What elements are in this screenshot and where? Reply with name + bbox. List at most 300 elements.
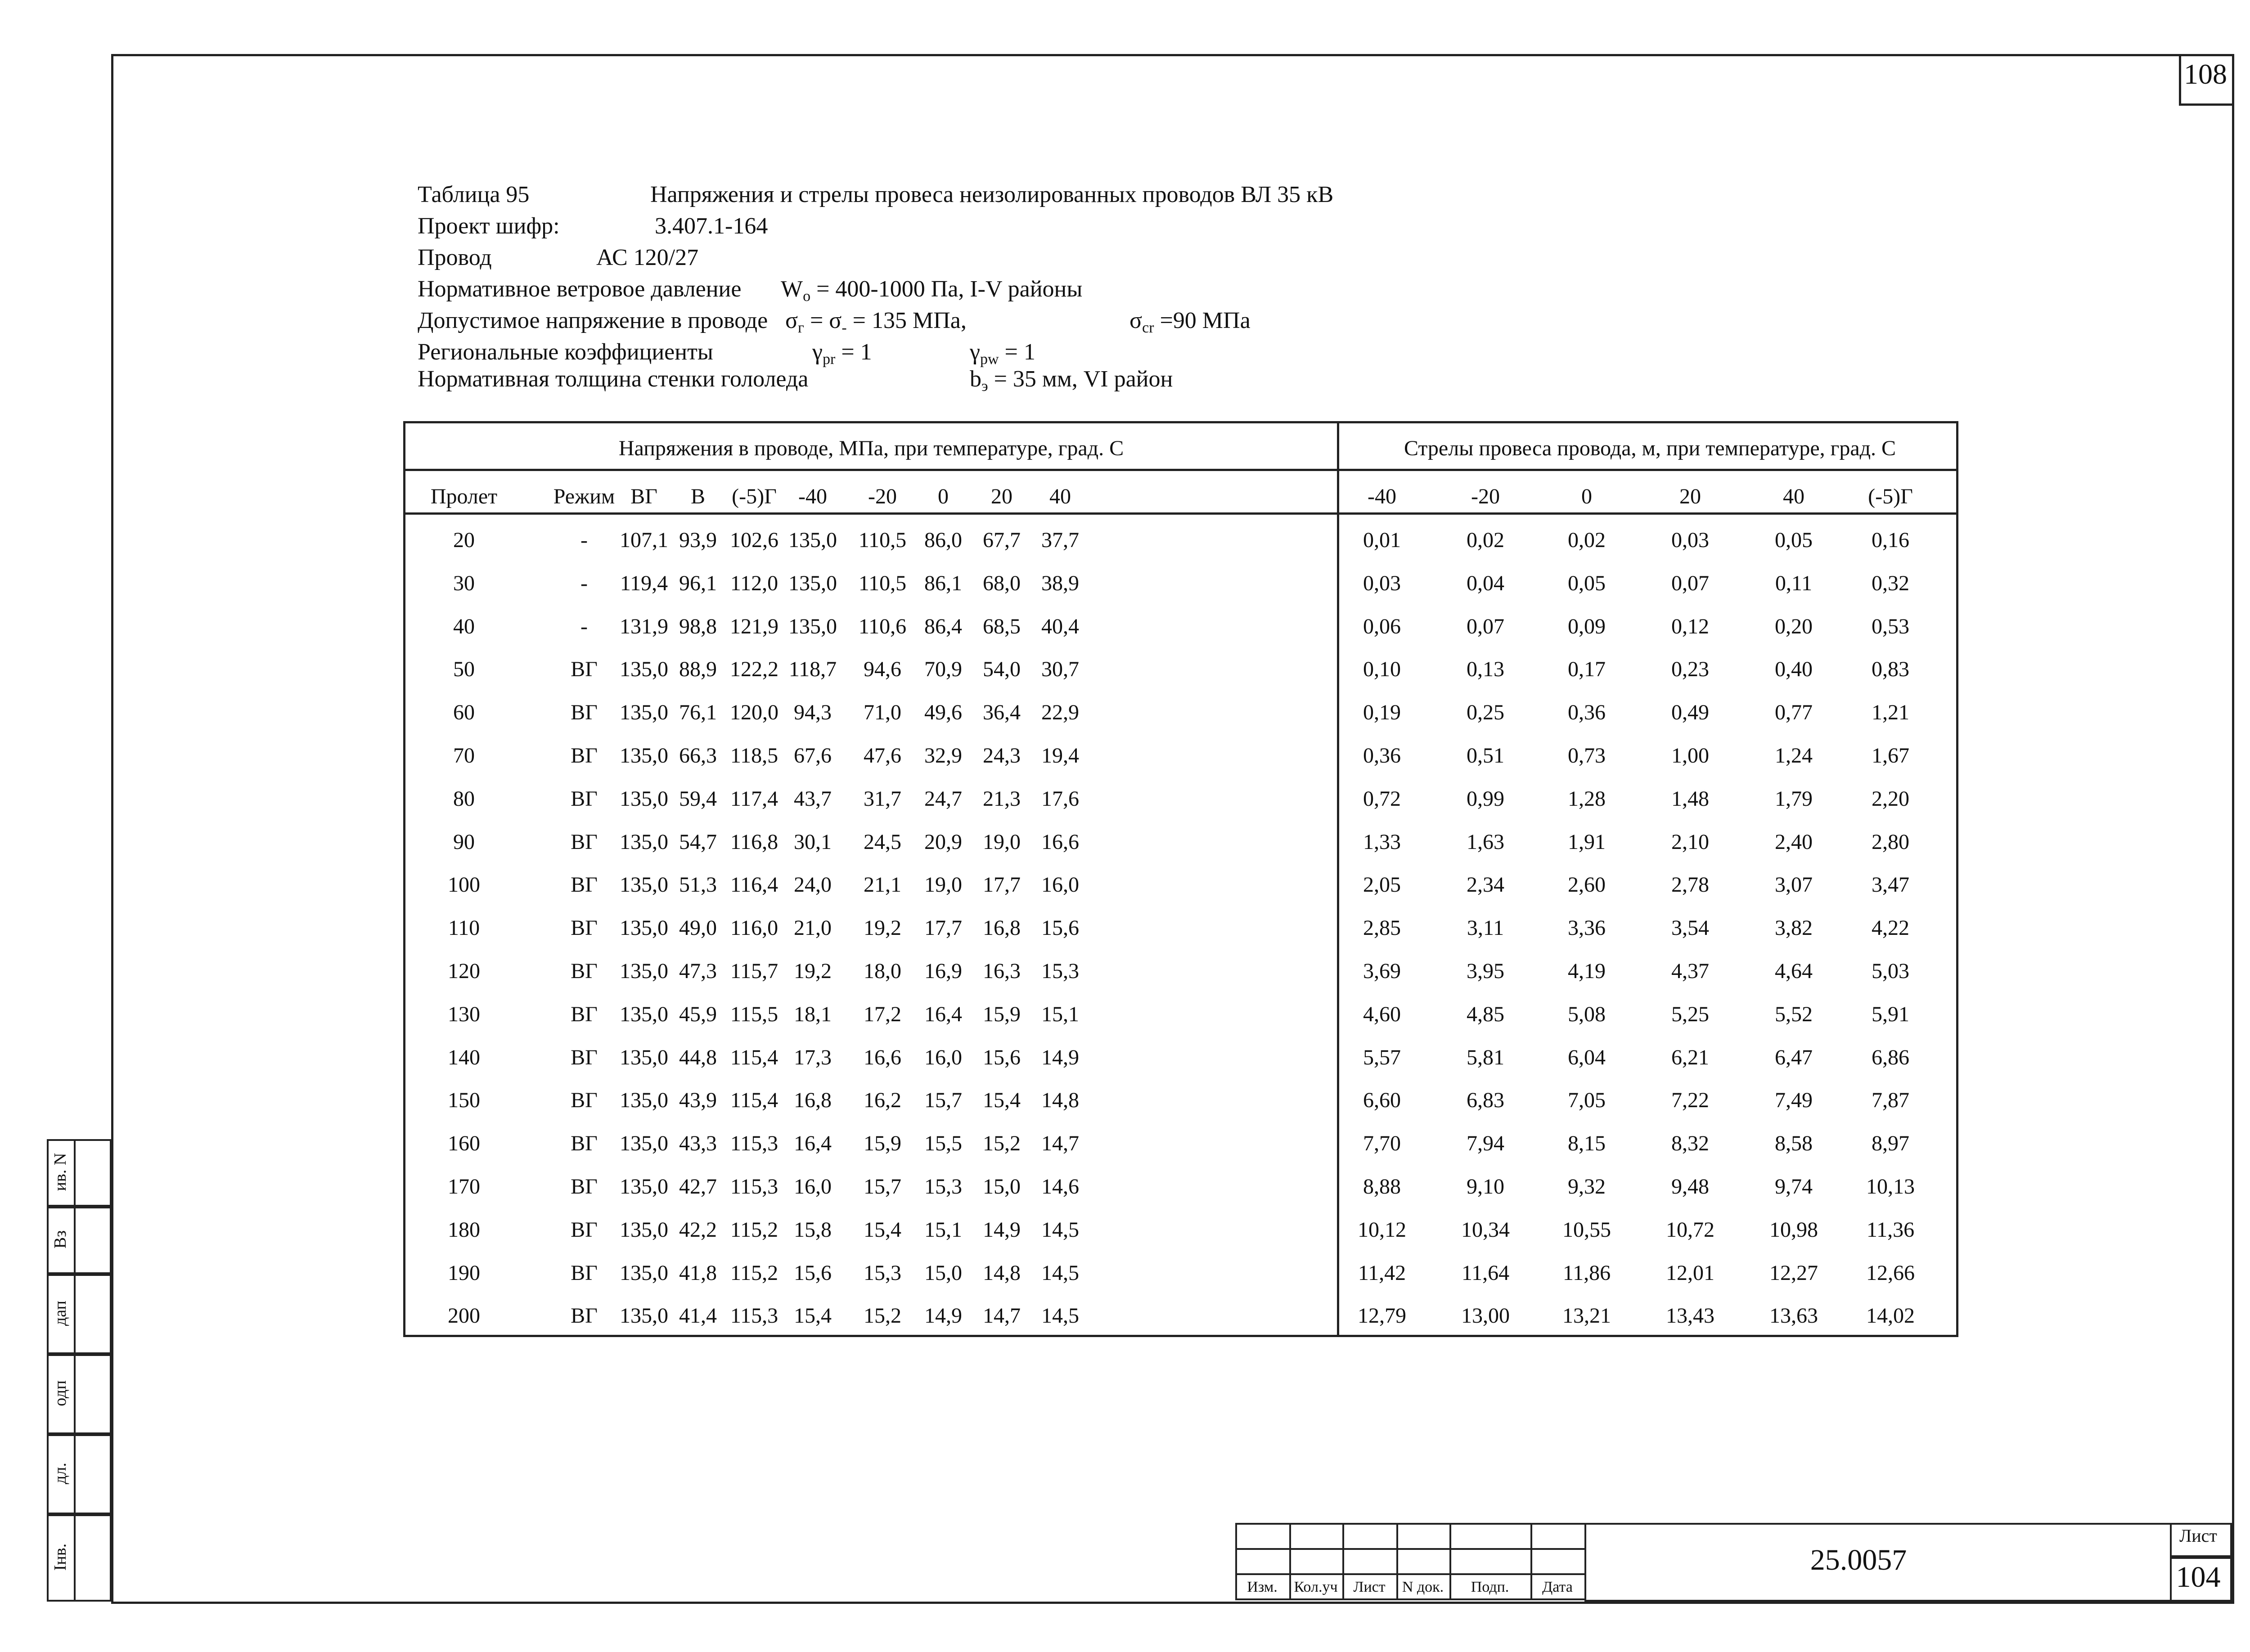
table-cell: 19,2 bbox=[794, 959, 832, 983]
table-cell: 11,64 bbox=[1461, 1261, 1510, 1285]
table-cell: 1,79 bbox=[1775, 786, 1813, 811]
title-block-cell bbox=[1289, 1523, 1344, 1550]
title-block-main bbox=[1584, 1523, 2232, 1602]
table-cell: 11,42 bbox=[1358, 1261, 1406, 1285]
table-cell: 6,21 bbox=[1671, 1045, 1709, 1069]
table-cell: 135,0 bbox=[620, 786, 668, 811]
stress-limit: = 135 МПа, bbox=[846, 308, 967, 333]
table-cell: 15,4 bbox=[864, 1217, 901, 1242]
stamp-label: дл. bbox=[51, 1463, 70, 1484]
table-cell: 15,3 bbox=[864, 1261, 901, 1285]
table-cell: 7,70 bbox=[1363, 1131, 1401, 1156]
title-block-cell bbox=[1342, 1523, 1398, 1550]
sigma-equals: = σ bbox=[804, 308, 842, 333]
table-cell: 0,05 bbox=[1775, 528, 1813, 552]
table-cell: 135,0 bbox=[620, 1088, 668, 1113]
table-cell: ВГ bbox=[571, 700, 598, 725]
table-cell: 17,6 bbox=[1041, 786, 1079, 811]
gamma-pr-subscript: pr bbox=[822, 351, 836, 368]
table-cell: 0,11 bbox=[1775, 571, 1813, 595]
table-cell: 135,0 bbox=[620, 916, 668, 940]
table-cell: 4,19 bbox=[1568, 959, 1606, 983]
table-cell: 51,3 bbox=[679, 873, 717, 897]
table-cell: ВГ bbox=[571, 1088, 598, 1113]
table-cell: 10,98 bbox=[1769, 1217, 1818, 1242]
table-cell: 1,33 bbox=[1363, 830, 1401, 854]
wind-subscript: o bbox=[803, 288, 811, 305]
page-number: 108 bbox=[2184, 58, 2227, 90]
table-cell: ВГ bbox=[571, 1261, 598, 1285]
stamp-field bbox=[74, 1434, 112, 1514]
table-cell: 93,9 bbox=[679, 528, 717, 552]
table-cell: 24,3 bbox=[983, 744, 1021, 768]
coef-label: Региональные коэффициенты bbox=[418, 339, 713, 365]
table-cell: 14,9 bbox=[924, 1304, 962, 1328]
gamma-pw-subscript: pw bbox=[980, 351, 999, 368]
title-block-cell bbox=[1530, 1548, 1586, 1575]
table-cell: 71,0 bbox=[864, 700, 901, 725]
title-block-label: Изм. bbox=[1247, 1579, 1278, 1595]
table-cell: 16,9 bbox=[924, 959, 962, 983]
row-span-cell: 20 bbox=[453, 528, 475, 552]
table-cell: 88,9 bbox=[679, 657, 717, 682]
table-cell: 115,5 bbox=[730, 1002, 778, 1026]
table-cell: 8,15 bbox=[1568, 1131, 1606, 1156]
table-cell: 135,0 bbox=[620, 873, 668, 897]
table-cell: 0,10 bbox=[1363, 657, 1401, 682]
side-stamp bbox=[47, 1139, 112, 1602]
column-header: 0 bbox=[938, 485, 949, 508]
table-cell: 9,32 bbox=[1568, 1175, 1606, 1199]
table-cell: 18,1 bbox=[794, 1002, 832, 1026]
title-block-cell bbox=[1396, 1523, 1451, 1550]
table-cell: 115,2 bbox=[730, 1217, 778, 1242]
stamp-field bbox=[74, 1274, 112, 1354]
row-span-cell: 60 bbox=[453, 700, 475, 725]
table-cell: 44,8 bbox=[679, 1045, 717, 1069]
table-cell: 4,85 bbox=[1467, 1002, 1504, 1026]
table-cell: 13,00 bbox=[1461, 1304, 1510, 1328]
table-cell: 4,60 bbox=[1363, 1002, 1401, 1026]
table-cell: 21,1 bbox=[864, 873, 901, 897]
table-cell: 2,05 bbox=[1363, 873, 1401, 897]
row-span-cell: 80 bbox=[453, 786, 475, 811]
table-cell: 45,9 bbox=[679, 1002, 717, 1026]
table-cell: 15,1 bbox=[924, 1217, 962, 1242]
table-cell: 14,9 bbox=[983, 1217, 1021, 1242]
stamp-field bbox=[74, 1514, 112, 1602]
table-cell: 3,11 bbox=[1467, 916, 1504, 940]
table-cell: 68,5 bbox=[983, 614, 1021, 638]
table-cell: 13,43 bbox=[1666, 1304, 1714, 1328]
table-cell: 135,0 bbox=[620, 700, 668, 725]
table-cell: 43,9 bbox=[679, 1088, 717, 1113]
column-header: -40 bbox=[1368, 485, 1396, 508]
table-cell: 43,3 bbox=[679, 1131, 717, 1156]
title-block-label: Дата bbox=[1542, 1579, 1573, 1595]
table-cell: 1,00 bbox=[1671, 744, 1709, 768]
title-block-label: Лист bbox=[1353, 1579, 1386, 1595]
table-cell: 41,4 bbox=[679, 1304, 717, 1328]
table-cell: 0,07 bbox=[1671, 571, 1709, 595]
table-cell: 110,5 bbox=[858, 571, 907, 595]
table-cell: 42,7 bbox=[679, 1175, 717, 1199]
sigma-subscript-2: - bbox=[842, 319, 847, 336]
table-cell: 0,53 bbox=[1872, 614, 1909, 638]
table-cell: 41,8 bbox=[679, 1261, 717, 1285]
table-cell: ВГ bbox=[571, 1002, 598, 1026]
table-cell: 0,23 bbox=[1671, 657, 1709, 682]
table-cell: 6,86 bbox=[1872, 1045, 1909, 1069]
table-cell: 24,7 bbox=[924, 786, 962, 811]
column-header: Режим bbox=[553, 485, 615, 508]
table-cell: ВГ bbox=[571, 1175, 598, 1199]
table-cell: 9,74 bbox=[1775, 1175, 1813, 1199]
table-cell: 9,10 bbox=[1467, 1175, 1504, 1199]
table-cell: 135,0 bbox=[788, 614, 837, 638]
table-cell: 14,5 bbox=[1041, 1261, 1079, 1285]
table-cell: 110,6 bbox=[858, 614, 907, 638]
title-block-label: N док. bbox=[1402, 1579, 1444, 1595]
table-cell: 96,1 bbox=[679, 571, 717, 595]
column-header: -20 bbox=[868, 485, 897, 508]
table-cell: 59,4 bbox=[679, 786, 717, 811]
row-span-cell: 120 bbox=[448, 959, 480, 983]
table-cell: 135,0 bbox=[620, 959, 668, 983]
table-cell: 0,05 bbox=[1568, 571, 1606, 595]
table-cell: 0,13 bbox=[1467, 657, 1504, 682]
row-span-cell: 110 bbox=[448, 916, 480, 940]
title-block-cell bbox=[1396, 1548, 1451, 1575]
table-cell: 7,05 bbox=[1568, 1088, 1606, 1113]
table-cell: 135,0 bbox=[620, 1175, 668, 1199]
table-cell: 70,9 bbox=[924, 657, 962, 682]
table-cell: 7,22 bbox=[1671, 1088, 1709, 1113]
gamma-pw-symbol: γ bbox=[970, 339, 980, 365]
table-cell: 6,83 bbox=[1467, 1088, 1504, 1113]
table-cell: 0,16 bbox=[1872, 528, 1909, 552]
table-cell: - bbox=[580, 614, 588, 638]
table-cell: 135,0 bbox=[620, 1002, 668, 1026]
table-cell: 1,48 bbox=[1671, 786, 1709, 811]
table-cell: 16,0 bbox=[1041, 873, 1079, 897]
document-code: 25.0057 bbox=[1810, 1544, 1907, 1576]
table-cell: 13,63 bbox=[1769, 1304, 1818, 1328]
table-cell: 54,7 bbox=[679, 830, 717, 854]
ice-label: Нормативная толщина стенки гололеда bbox=[418, 366, 809, 392]
project-label: Проект шифр: bbox=[418, 213, 560, 239]
table-cell: 6,60 bbox=[1363, 1088, 1401, 1113]
row-span-cell: 40 bbox=[453, 614, 475, 638]
table-cell: - bbox=[580, 571, 588, 595]
table-cell: 15,9 bbox=[864, 1131, 901, 1156]
table-cell: 30,7 bbox=[1041, 657, 1079, 682]
table-cell: 1,28 bbox=[1568, 786, 1606, 811]
table-cell: 3,07 bbox=[1775, 873, 1813, 897]
table-cell: 1,67 bbox=[1872, 744, 1909, 768]
table-cell: 116,4 bbox=[730, 873, 778, 897]
sigma-cr-symbol: σ bbox=[1130, 308, 1143, 333]
table-cell: 16,3 bbox=[983, 959, 1021, 983]
table-cell: 0,40 bbox=[1775, 657, 1813, 682]
table-cell: 0,01 bbox=[1363, 528, 1401, 552]
table-cell: 38,9 bbox=[1041, 571, 1079, 595]
table-cell: 2,80 bbox=[1872, 830, 1909, 854]
table-cell: 0,03 bbox=[1363, 571, 1401, 595]
table-cell: 135,0 bbox=[620, 657, 668, 682]
row-span-cell: 170 bbox=[448, 1175, 480, 1199]
table-cell: 24,0 bbox=[794, 873, 832, 897]
table-cell: 2,20 bbox=[1872, 786, 1909, 811]
table-cell: 15,2 bbox=[983, 1131, 1021, 1156]
group-header-separator bbox=[405, 469, 1956, 471]
table-cell: 5,91 bbox=[1872, 1002, 1909, 1026]
table-cell: 15,3 bbox=[924, 1175, 962, 1199]
project-code: 3.407.1-164 bbox=[655, 213, 768, 239]
table-cell: ВГ bbox=[571, 786, 598, 811]
row-span-cell: 160 bbox=[448, 1131, 480, 1156]
table-cell: 68,0 bbox=[983, 571, 1021, 595]
table-cell: 0,19 bbox=[1363, 700, 1401, 725]
table-cell: 18,0 bbox=[864, 959, 901, 983]
table-cell: 8,97 bbox=[1872, 1131, 1909, 1156]
table-cell: 7,87 bbox=[1872, 1088, 1909, 1113]
table-cell: 6,04 bbox=[1568, 1045, 1606, 1069]
table-cell: 47,6 bbox=[864, 744, 901, 768]
row-span-cell: 180 bbox=[448, 1217, 480, 1242]
table-cell: 36,4 bbox=[983, 700, 1021, 725]
row-span-cell: 150 bbox=[448, 1088, 480, 1113]
table-cell: 0,36 bbox=[1363, 744, 1401, 768]
table-cell: 118,7 bbox=[788, 657, 837, 682]
table-cell: 16,6 bbox=[864, 1045, 901, 1069]
column-header: 20 bbox=[1679, 485, 1701, 508]
column-header: В bbox=[690, 485, 705, 508]
table-cell: 112,0 bbox=[730, 571, 778, 595]
wire-value: АС 120/27 bbox=[596, 245, 699, 270]
table-cell: 30,1 bbox=[794, 830, 832, 854]
table-cell: 16,8 bbox=[794, 1088, 832, 1113]
table-cell: 15,4 bbox=[794, 1304, 832, 1328]
table-cell: 0,51 bbox=[1467, 744, 1504, 768]
table-cell: 0,20 bbox=[1775, 614, 1813, 638]
title-block-label: Кол.уч bbox=[1294, 1579, 1338, 1595]
table-cell: 14,02 bbox=[1866, 1304, 1915, 1328]
table-cell: 86,0 bbox=[924, 528, 962, 552]
title-block-cell bbox=[1449, 1523, 1532, 1550]
table-cell: 19,4 bbox=[1041, 744, 1079, 768]
table-cell: 115,3 bbox=[730, 1131, 778, 1156]
table-cell: 15,2 bbox=[864, 1304, 901, 1328]
table-cell: 17,7 bbox=[924, 916, 962, 940]
table-cell: 7,94 bbox=[1467, 1131, 1504, 1156]
table-cell: 135,0 bbox=[788, 528, 837, 552]
table-cell: 2,40 bbox=[1775, 830, 1813, 854]
table-cell: 43,7 bbox=[794, 786, 832, 811]
table-cell: 11,86 bbox=[1562, 1261, 1611, 1285]
table-cell: 102,6 bbox=[730, 528, 778, 552]
table-cell: 10,12 bbox=[1358, 1217, 1406, 1242]
table-cell: 135,0 bbox=[620, 1131, 668, 1156]
ice-subscript: э bbox=[981, 378, 988, 395]
table-cell: 32,9 bbox=[924, 744, 962, 768]
sheet-label: Лист bbox=[2179, 1526, 2217, 1546]
table-cell: ВГ bbox=[571, 830, 598, 854]
table-cell: 14,9 bbox=[1041, 1045, 1079, 1069]
stamp-label: одп bbox=[51, 1380, 70, 1406]
table-cell: 3,36 bbox=[1568, 916, 1606, 940]
table-cell: 117,4 bbox=[730, 786, 778, 811]
table-cell: 8,88 bbox=[1363, 1175, 1401, 1199]
table-cell: 4,64 bbox=[1775, 959, 1813, 983]
column-header: (-5)Г bbox=[1868, 485, 1913, 508]
table-cell: 1,21 bbox=[1872, 700, 1909, 725]
table-cell: 6,47 bbox=[1775, 1045, 1813, 1069]
table-cell: 49,6 bbox=[924, 700, 962, 725]
row-span-cell: 130 bbox=[448, 1002, 480, 1026]
table-cell: 3,69 bbox=[1363, 959, 1401, 983]
table-cell: 0,83 bbox=[1872, 657, 1909, 682]
title-block-cell bbox=[1235, 1523, 1291, 1550]
table-cell: 16,0 bbox=[794, 1175, 832, 1199]
row-span-cell: 70 bbox=[453, 744, 475, 768]
table-cell: 116,0 bbox=[730, 916, 778, 940]
column-header: 0 bbox=[1581, 485, 1592, 508]
wind-symbol: W bbox=[781, 276, 803, 302]
table-cell: 0,02 bbox=[1568, 528, 1606, 552]
table-cell: 5,08 bbox=[1568, 1002, 1606, 1026]
table-cell: 115,2 bbox=[730, 1261, 778, 1285]
table-cell: ВГ bbox=[571, 1304, 598, 1328]
ice-value bbox=[970, 364, 1173, 402]
table-cell: 47,3 bbox=[679, 959, 717, 983]
table-cell: 15,7 bbox=[924, 1088, 962, 1113]
table-cell: 16,6 bbox=[1041, 830, 1079, 854]
table-cell: 15,0 bbox=[983, 1175, 1021, 1199]
table-cell: 115,7 bbox=[730, 959, 778, 983]
table-cell: 16,0 bbox=[924, 1045, 962, 1069]
row-span-cell: 140 bbox=[448, 1045, 480, 1069]
table-cell: 135,0 bbox=[620, 830, 668, 854]
table-cell: 122,2 bbox=[730, 657, 778, 682]
table-cell: ВГ bbox=[571, 1045, 598, 1069]
table-cell: 3,47 bbox=[1872, 873, 1909, 897]
table-cell: 115,4 bbox=[730, 1088, 778, 1113]
ice-thickness: = 35 мм, VI район bbox=[988, 366, 1173, 392]
column-header-separator bbox=[405, 512, 1956, 515]
table-cell: 7,49 bbox=[1775, 1088, 1813, 1113]
table-cell: 16,8 bbox=[983, 916, 1021, 940]
wind-range: = 400-1000 Па, I-V районы bbox=[810, 276, 1083, 302]
row-span-cell: 90 bbox=[453, 830, 475, 854]
row-span-cell: 200 bbox=[448, 1304, 480, 1328]
sigma-subscript: г bbox=[798, 319, 804, 336]
column-header: 40 bbox=[1783, 485, 1804, 508]
table-cell: 15,0 bbox=[924, 1261, 962, 1285]
column-header: 40 bbox=[1049, 485, 1071, 508]
ice-symbol: b bbox=[970, 366, 981, 392]
table-cell: 0,06 bbox=[1363, 614, 1401, 638]
table-cell: 15,5 bbox=[924, 1131, 962, 1156]
title-block-cell bbox=[1342, 1548, 1398, 1575]
stamp-label: Інв. bbox=[51, 1543, 70, 1571]
table-cell: 40,4 bbox=[1041, 614, 1079, 638]
table-cell: 3,54 bbox=[1671, 916, 1709, 940]
table-cell: ВГ bbox=[571, 1217, 598, 1242]
column-header: ВГ bbox=[630, 485, 657, 508]
table-cell: 19,0 bbox=[924, 873, 962, 897]
table-cell: 31,7 bbox=[864, 786, 901, 811]
sigma-cr-subscript: cr bbox=[1142, 319, 1154, 336]
table-cell: 2,10 bbox=[1671, 830, 1709, 854]
row-span-cell: 190 bbox=[448, 1261, 480, 1285]
gamma-pr-symbol: γ bbox=[812, 339, 823, 365]
table-cell: 10,13 bbox=[1866, 1175, 1915, 1199]
table-cell: 86,1 bbox=[924, 571, 962, 595]
stress-cr-limit: =90 МПа bbox=[1154, 308, 1251, 333]
title-block-label: Подп. bbox=[1471, 1579, 1509, 1595]
table-cell: 3,95 bbox=[1467, 959, 1504, 983]
table-cell: 0,77 bbox=[1775, 700, 1813, 725]
table-cell: 9,48 bbox=[1671, 1175, 1709, 1199]
table-cell: 135,0 bbox=[620, 1261, 668, 1285]
table-cell: 5,25 bbox=[1671, 1002, 1709, 1026]
table-cell: 76,1 bbox=[679, 700, 717, 725]
sheet-box-divider bbox=[2170, 1555, 2232, 1559]
table-cell: 135,0 bbox=[788, 571, 837, 595]
table-cell: 14,8 bbox=[983, 1261, 1021, 1285]
table-cell: 5,03 bbox=[1872, 959, 1909, 983]
sheet-box bbox=[2170, 1523, 2232, 1602]
table-cell: 118,5 bbox=[730, 744, 778, 768]
table-cell: 0,09 bbox=[1568, 614, 1606, 638]
title-block-cell bbox=[1530, 1523, 1586, 1550]
table-cell: 12,79 bbox=[1358, 1304, 1406, 1328]
table-cell: ВГ bbox=[571, 657, 598, 682]
table-cell: 15,4 bbox=[983, 1088, 1021, 1113]
table-cell: 0,03 bbox=[1671, 528, 1709, 552]
table-cell: 8,58 bbox=[1775, 1131, 1813, 1156]
table-cell: 8,32 bbox=[1671, 1131, 1709, 1156]
table-cell: 5,57 bbox=[1363, 1045, 1401, 1069]
table-label: Таблица 95 bbox=[418, 182, 530, 207]
table-cell: 12,01 bbox=[1666, 1261, 1714, 1285]
table-cell: 15,3 bbox=[1041, 959, 1079, 983]
row-span-cell: 100 bbox=[448, 873, 480, 897]
table-cell: 135,0 bbox=[620, 1045, 668, 1069]
table-cell: 4,37 bbox=[1671, 959, 1709, 983]
table-cell: 14,5 bbox=[1041, 1304, 1079, 1328]
table-cell: 110,5 bbox=[858, 528, 907, 552]
table-cell: 0,17 bbox=[1568, 657, 1606, 682]
group-header-sag: Стрелы провеса провода, м, при температуре, град. С bbox=[1404, 436, 1896, 460]
table-cell: 14,7 bbox=[1041, 1131, 1079, 1156]
table-cell: 0,73 bbox=[1568, 744, 1606, 768]
coef-pr bbox=[812, 337, 872, 375]
wind-label: Нормативное ветровое давление bbox=[418, 276, 742, 302]
table-cell: 120,0 bbox=[730, 700, 778, 725]
table-title: Напряжения и стрелы провеса неизолированных проводов ВЛ 35 кВ bbox=[650, 182, 1334, 207]
stress-cr-value bbox=[1130, 305, 1251, 344]
table-cell: 67,7 bbox=[983, 528, 1021, 552]
row-span-cell: 50 bbox=[453, 657, 475, 682]
table-cell: 94,3 bbox=[794, 700, 832, 725]
table-cell: 0,07 bbox=[1467, 614, 1504, 638]
title-block-cell bbox=[1235, 1548, 1291, 1575]
table-cell: 3,82 bbox=[1775, 916, 1813, 940]
table-cell: 0,72 bbox=[1363, 786, 1401, 811]
table-cell: 2,85 bbox=[1363, 916, 1401, 940]
